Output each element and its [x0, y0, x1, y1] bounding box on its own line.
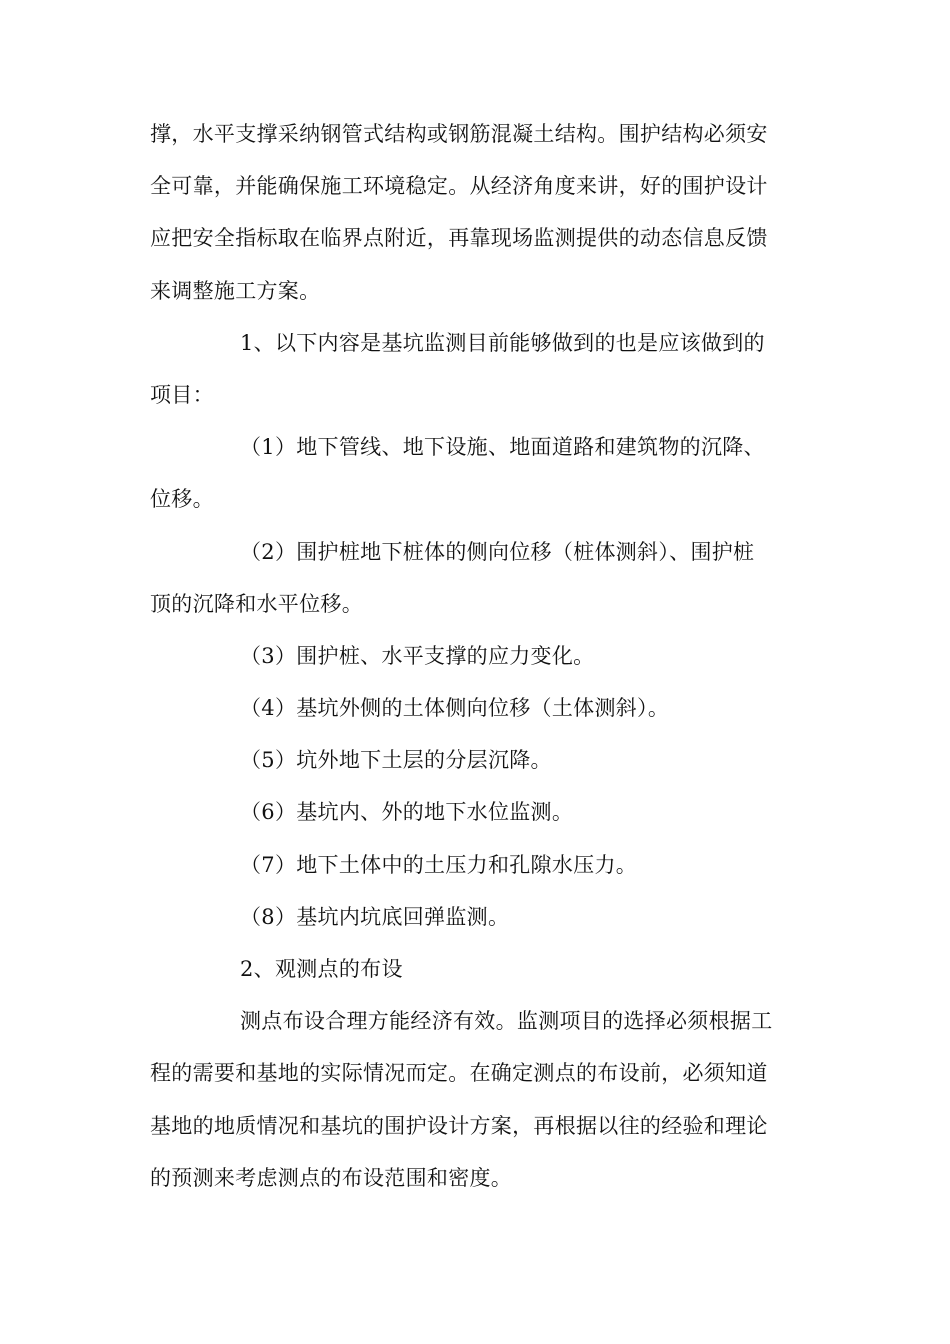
- list-item-text: （5）坑外地下土层的分层沉降。: [240, 748, 552, 773]
- list-item-text: （2）围护桩地下桩体的侧向位移（桩体测斜）、围护桩: [240, 539, 755, 564]
- document-body: [150, 108, 800, 1204]
- list-item-text: 顶的沉降和水平位移。: [150, 591, 363, 616]
- paragraph-section-2: [150, 943, 800, 995]
- paragraph-intro: [150, 108, 800, 317]
- list-item-5: [150, 734, 800, 786]
- list-item-2: [150, 526, 800, 630]
- list-item-text: （1）地下管线、地下设施、地面道路和建筑物的沉降、: [240, 435, 765, 460]
- text-line: 项目：: [150, 382, 214, 407]
- text-line: 来调整施工方案。: [150, 278, 321, 303]
- list-item-8: [150, 891, 800, 943]
- list-item-7: [150, 839, 800, 891]
- list-item-text: （4）基坑外侧的土体侧向位移（土体测斜）。: [240, 696, 670, 721]
- list-item-4: [150, 682, 800, 734]
- paragraph-section-1: [150, 317, 800, 421]
- section-heading-2: 2、观测点的布设: [240, 957, 403, 981]
- section-heading-1: 1、以下内容是基坑监测目前能够做到的也是应该做到的: [240, 330, 765, 355]
- list-item-text: （6）基坑内、外的地下水位监测。: [240, 800, 574, 825]
- list-item-6: [150, 786, 800, 838]
- text-line: 基地的地质情况和基坑的围护设计方案，再根据以往的经验和理论: [150, 1113, 768, 1138]
- text-line: 程的需要和基地的实际情况而定。在确定测点的布设前，必须知道: [150, 1061, 768, 1086]
- text-line: 的预测来考虑测点的布设范围和密度。: [150, 1165, 513, 1190]
- text-line: 应把安全指标取在临界点附近，再靠现场监测提供的动态信息反馈: [150, 226, 768, 251]
- list-item-text: 位移。: [150, 487, 214, 512]
- paragraph-closing: [150, 995, 800, 1204]
- list-item-text: （7）地下土体中的土压力和孔隙水压力。: [240, 852, 638, 877]
- text-line: 全可靠，并能确保施工环境稳定。从经济角度来讲，好的围护设计: [150, 174, 768, 199]
- text-line: 测点布设合理方能经济有效。监测项目的选择必须根据工: [240, 1009, 773, 1034]
- text-line: 撑，水平支撑采纳钢管式结构或钢筋混凝土结构。围护结构必须安: [150, 122, 768, 146]
- list-item-text: （8）基坑内坑底回弹监测。: [240, 904, 510, 929]
- list-item-1: [150, 421, 800, 525]
- list-item-text: （3）围护桩、水平支撑的应力变化。: [240, 643, 595, 668]
- list-item-3: [150, 630, 800, 682]
